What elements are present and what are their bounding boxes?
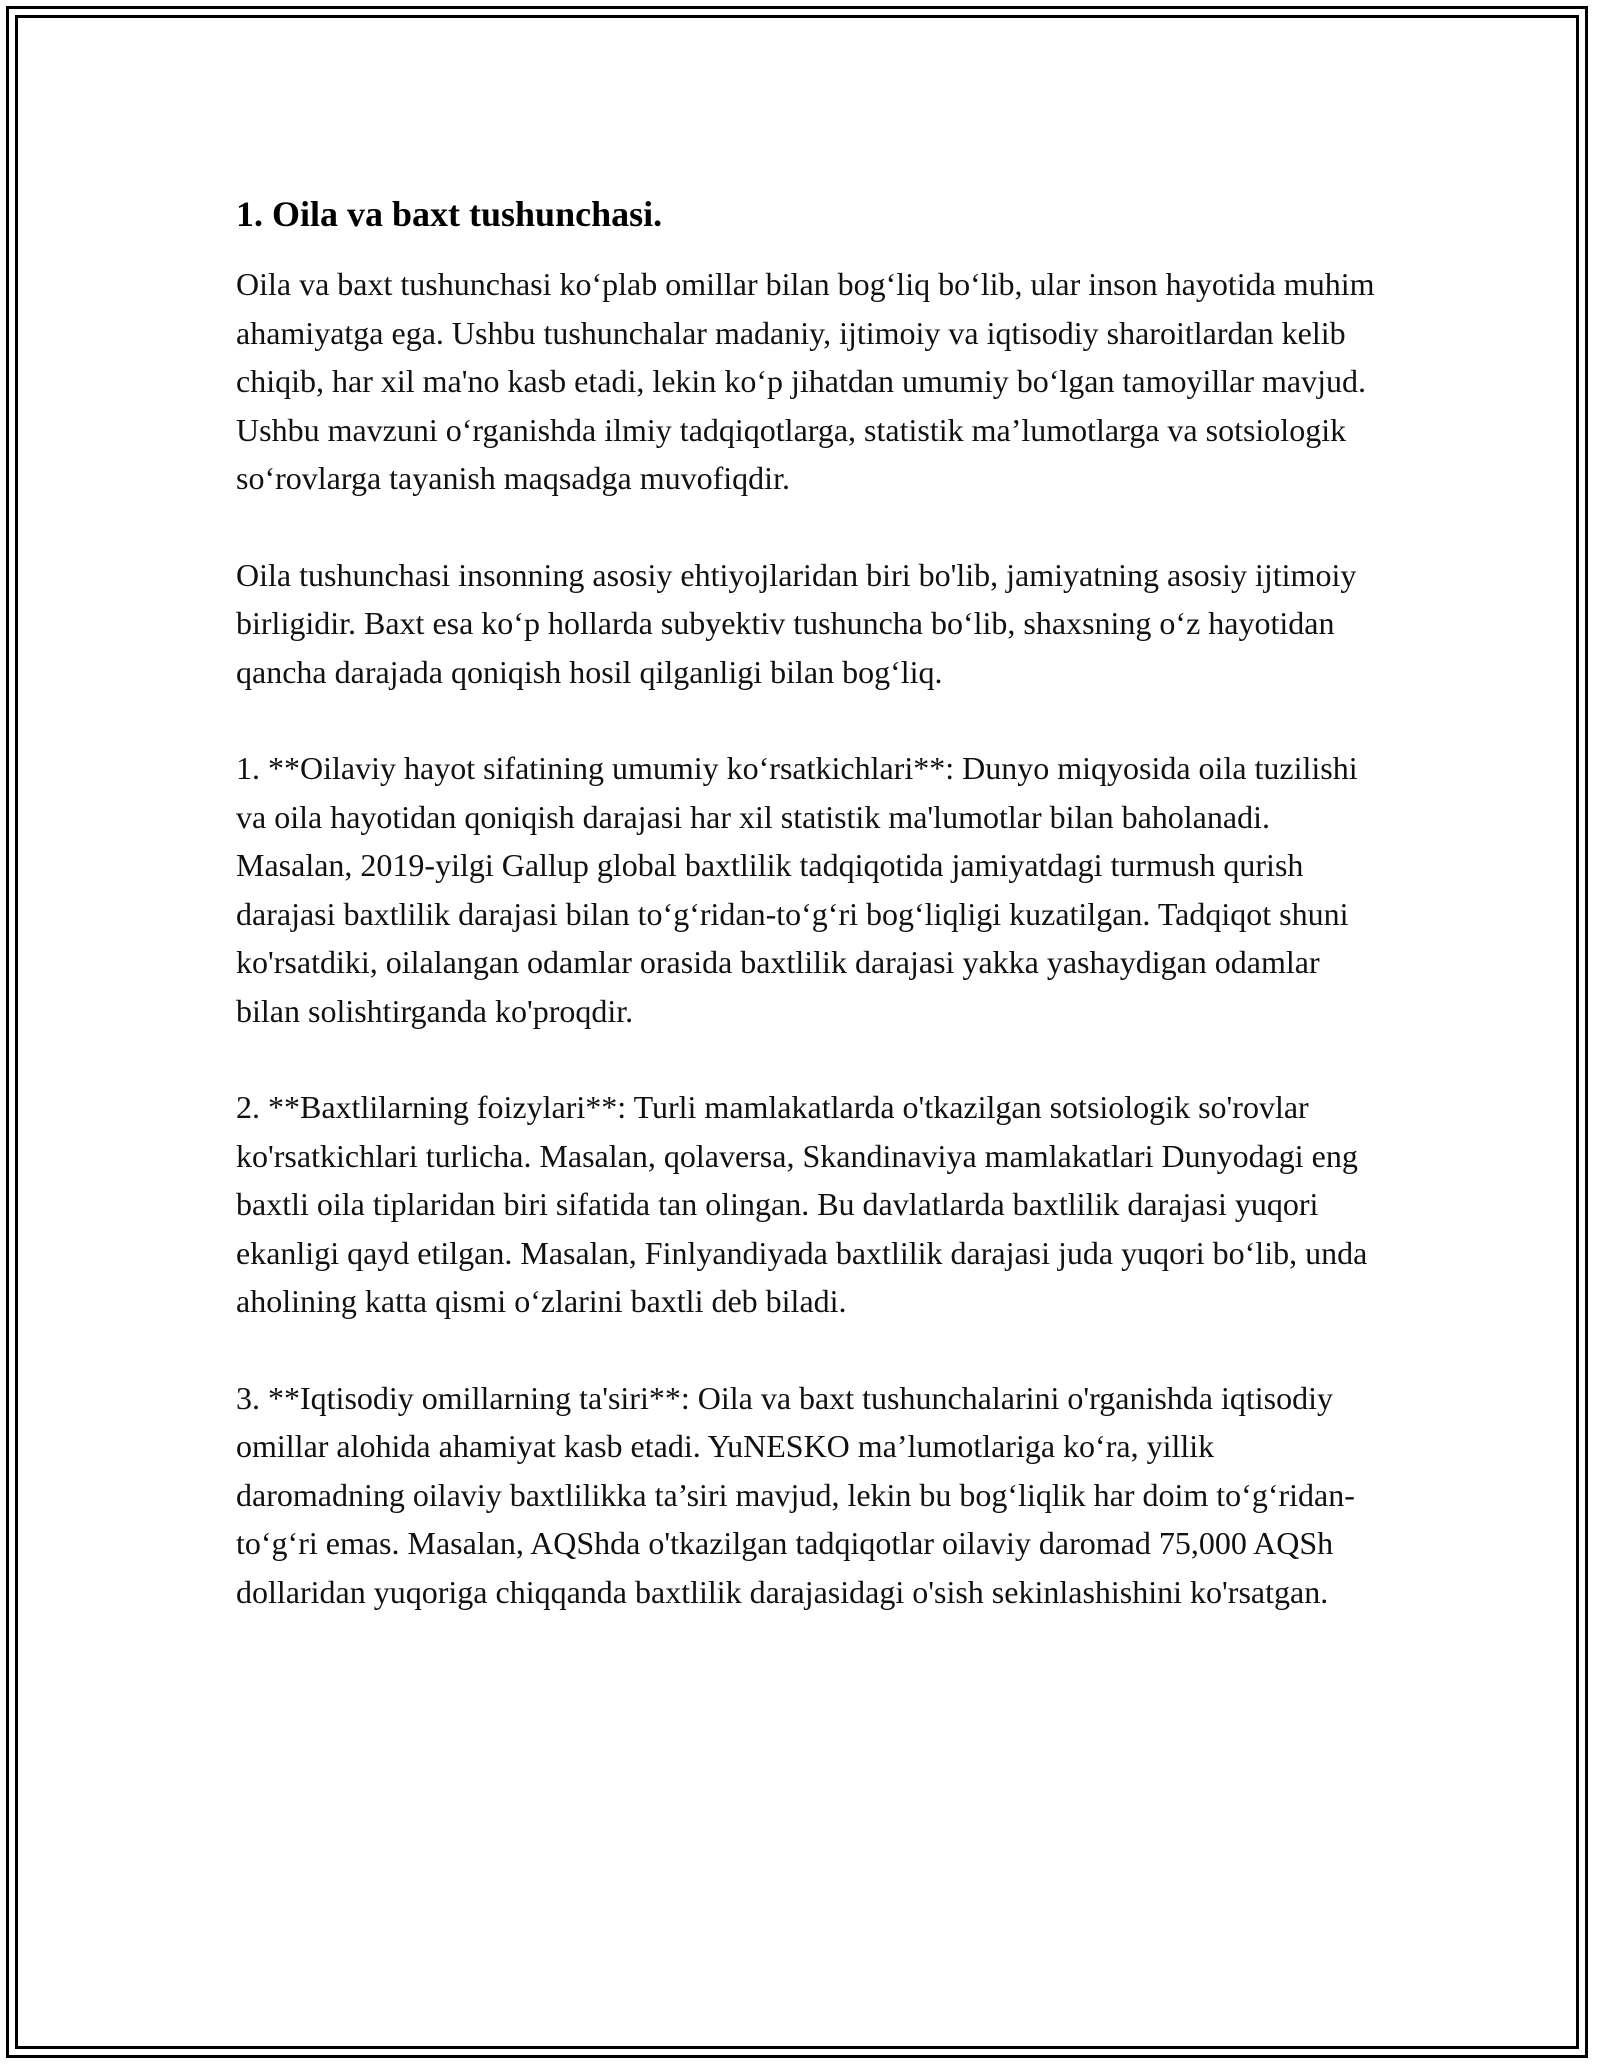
paragraph-point-1: 1. **Oilaviy hayot sifatining umumiy ko‘rsatkichlari**: Dunyo miqyosida oila tuzilishi va oila hayotidan qoniqish darajasi har xil statistik ma'lumotlar bilan baholanadi. Masalan, 2019-yilgi Gallup global baxtlilik tadqiqotida jamiyatdagi turmush qurish darajasi baxtlilik darajasi bilan to‘g‘ridan-to‘g‘ri bog‘liqligi kuzatilgan. Tadqiqot shuni ko'rsatdiki, oilalangan odamlar orasida baxtlilik darajasi yakka yashaydigan odamlar bilan solishtirganda ko'proqdir. bbox=[236, 750, 1358, 1029]
paragraph-definition: Oila tushunchasi insonning asosiy ehtiyojlaridan biri bo'lib, jamiyatning asosiy ijtimoiy birligidir. Baxt esa ko‘p hollarda subyektiv tushuncha bo‘lib, shaxsning o‘z hayotidan qancha darajada qoniqish hosil qilganligi bilan bog‘liq. bbox=[236, 556, 1357, 690]
document-body bbox=[236, 190, 1376, 1664]
paragraph-intro: Oila va baxt tushunchasi ko‘plab omillar bilan bog‘liq bo‘lib, ular inson hayotida muhim ahamiyatga ega. Ushbu tushunchalar madaniy, ijtimoiy va iqtisodiy sharoitlardan kelib chiqib, har xil ma'no kasb etadi, lekin ko‘p jihatdan umumiy bo‘lgan tamoyillar mavjud. Ushbu mavzuni o‘rganishda ilmiy tadqiqotlarga, statistik ma’lumotlarga va sotsiologik so‘rovlarga tayanish maqsadga muvofiqdir. bbox=[236, 266, 1375, 496]
paragraph-point-2: 2. **Baxtlilarning foizylari**: Turli mamlakatlarda o'tkazilgan sotsiologik so'rovlar ko'rsatkichlari turlicha. Masalan, qolaversa, Skandinaviya mamlakatlari Dunyodagi eng baxtli oila tiplaridan biri sifatida tan olingan. Bu davlatlarda baxtlilik darajasi yuqori ekanligi qayd etilgan. Masalan, Finlyandiyada baxtlilik darajasi juda yuqori bo‘lib, unda aholining katta qismi o‘zlarini baxtli deb biladi. bbox=[236, 1089, 1368, 1319]
paragraph-point-3: 3. **Iqtisodiy omillarning ta'siri**: Oila va baxt tushunchalarini o'rganishda iqtisodiy omillar alohida ahamiyat kasb etadi. YuNESKO ma’lumotlariga ko‘ra, yillik daromadning oilaviy baxtlilikka ta’siri mavjud, lekin bu bog‘liqlik har doim to‘g‘ridan-to‘g‘ri emas. Masalan, AQShda o'tkazilgan tadqiqotlar oilaviy daromad 75,000 AQSh dollaridan yuqoriga chiqqanda baxtlilik darajasidagi o'sish sekinlashishini ko'rsatgan. bbox=[236, 1379, 1355, 1610]
section-heading: 1. Oila va baxt tushunchasi. bbox=[236, 194, 663, 234]
